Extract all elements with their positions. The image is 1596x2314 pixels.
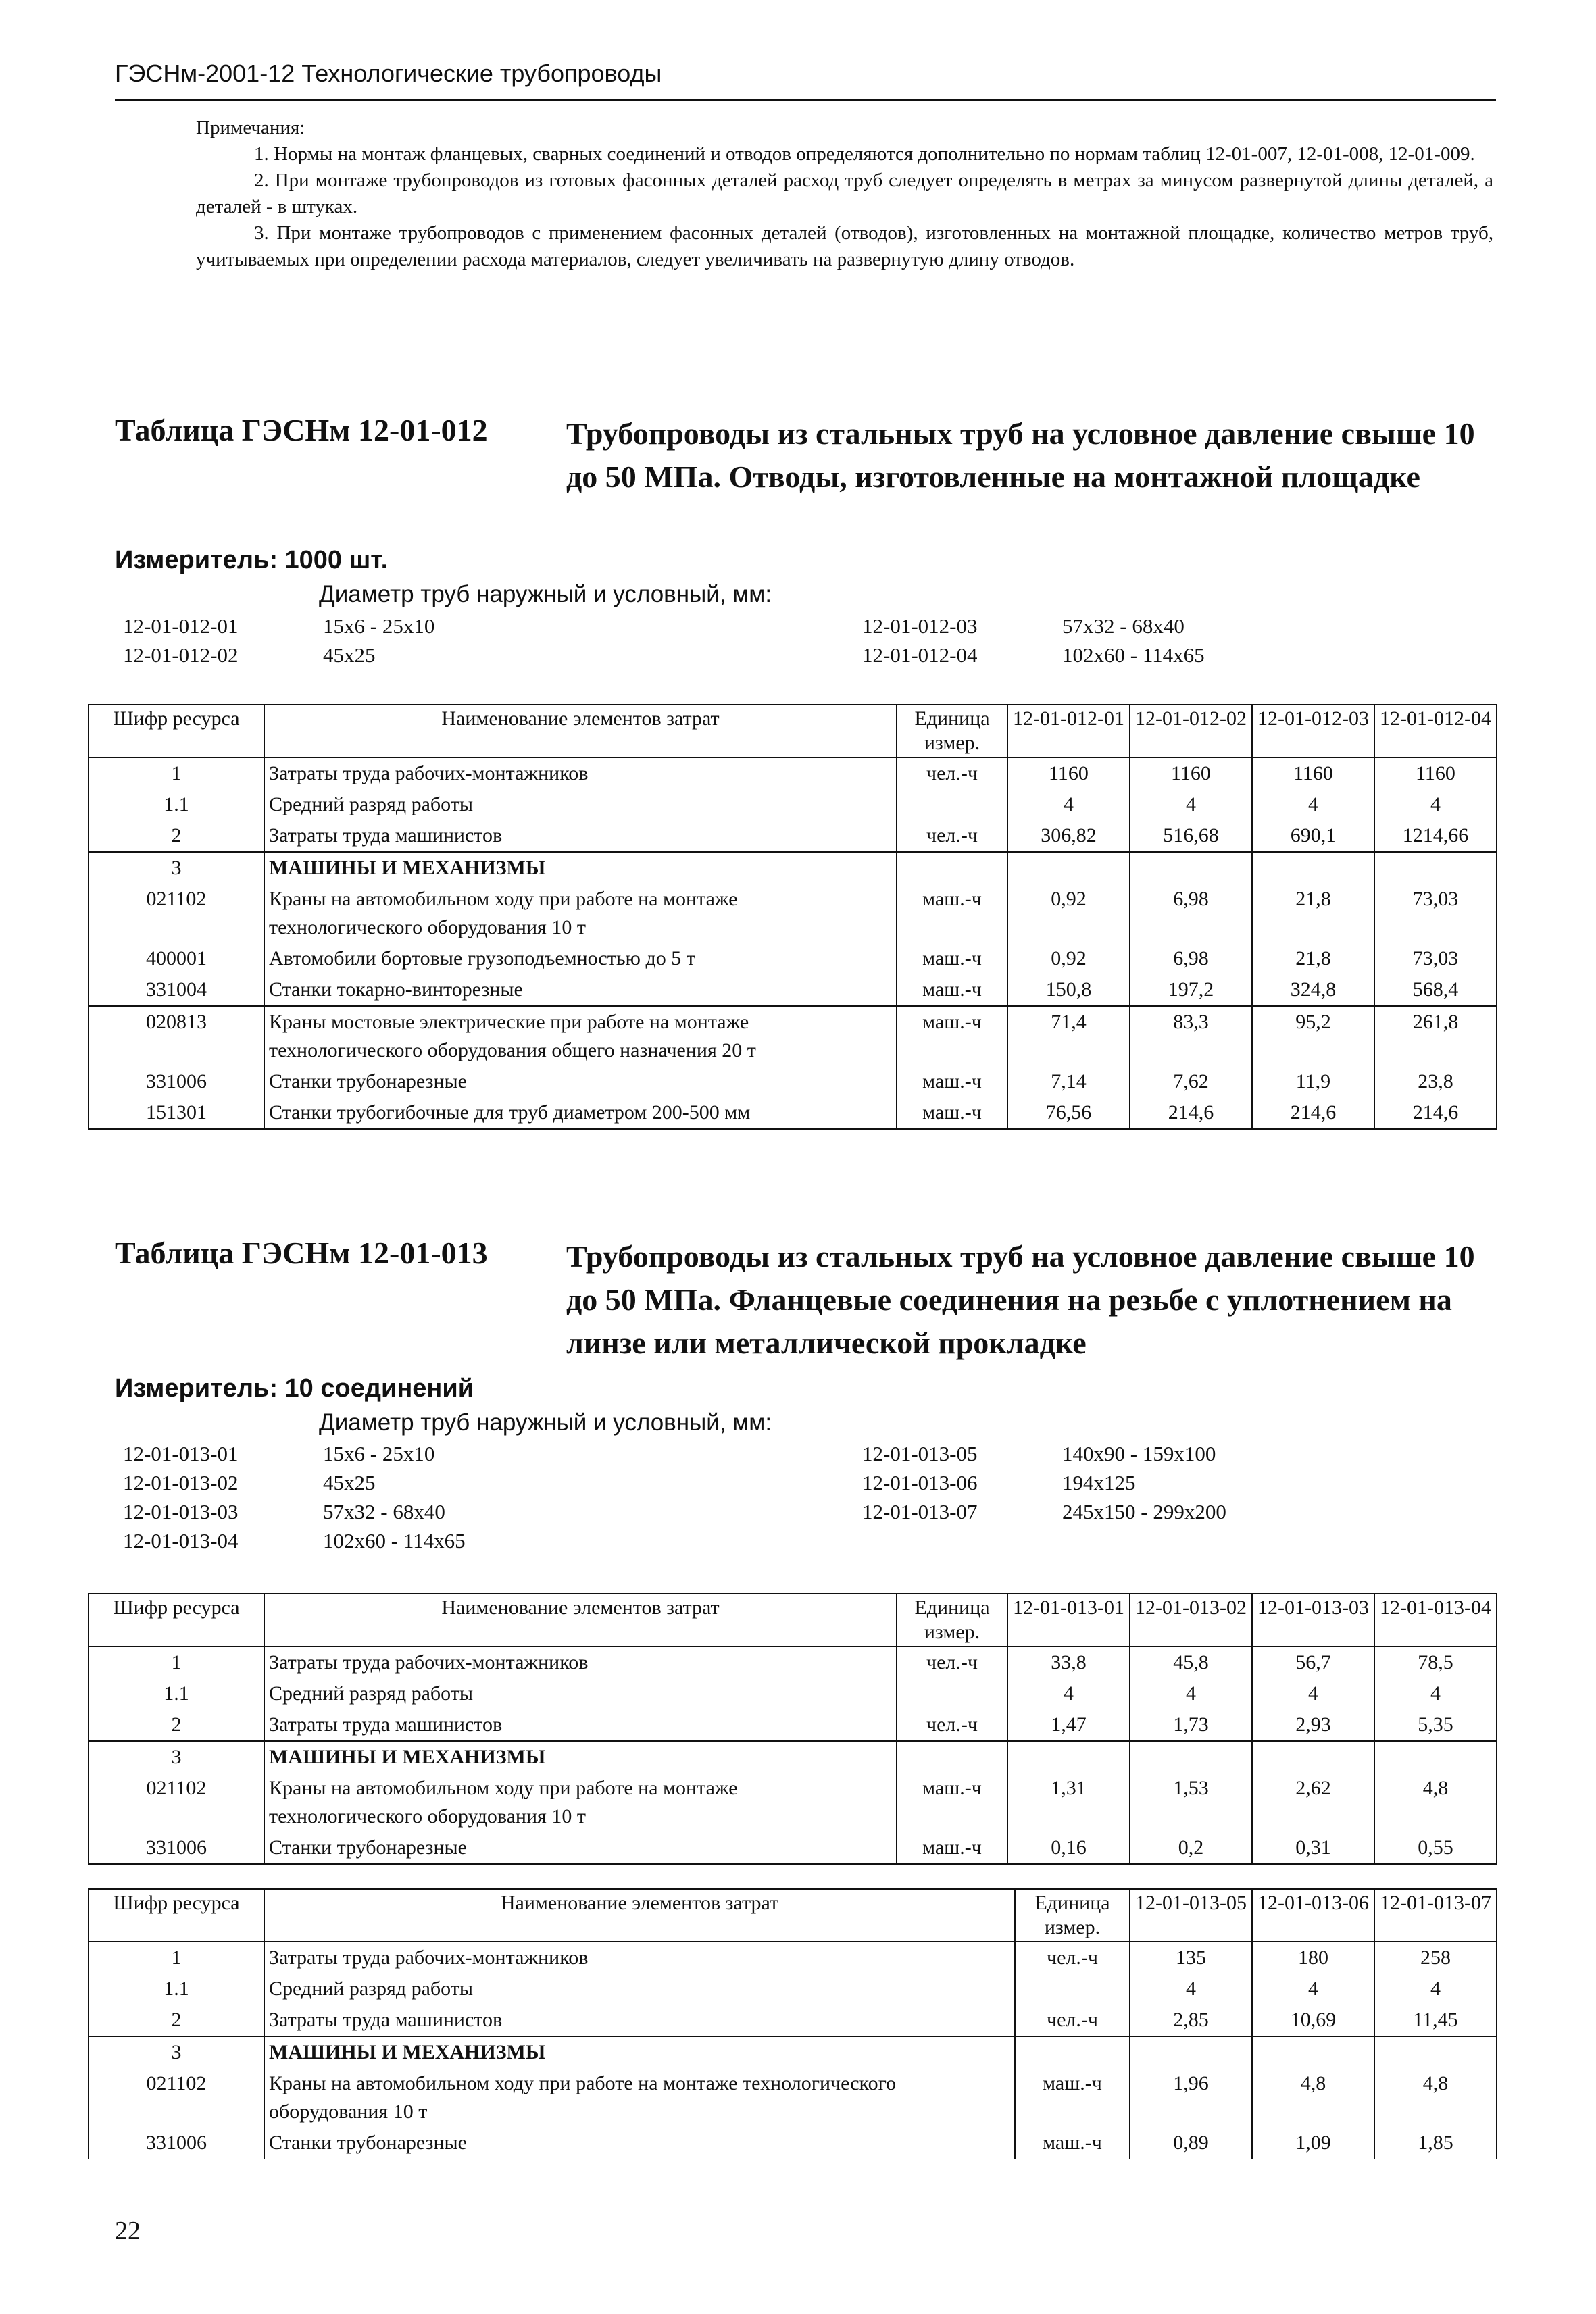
cell-name: Средний разряд работы xyxy=(264,1973,1015,2005)
cell-value: 1,47 xyxy=(1007,1709,1130,1741)
cell-value: 180 xyxy=(1252,1942,1374,1973)
table-row xyxy=(89,1773,1497,1832)
norm-codes-list xyxy=(123,611,1272,670)
unit-of-measure: Измеритель: 10 соединений xyxy=(115,1374,474,1403)
table-row xyxy=(89,757,1497,789)
cell-unit: маш.-ч xyxy=(897,1066,1007,1097)
cell-code: 1.1 xyxy=(89,1973,264,2005)
cell-value: 1,96 xyxy=(1130,2068,1252,2128)
cell-value: 1160 xyxy=(1130,757,1252,789)
notes-heading: Примечания: xyxy=(196,117,305,139)
table-row xyxy=(89,2005,1497,2036)
cell-value: 23,8 xyxy=(1374,1066,1497,1097)
cell-unit: чел.-ч xyxy=(897,757,1007,789)
cell-value: 214,6 xyxy=(1252,1097,1374,1129)
col-header-norm: 12-01-013-03 xyxy=(1252,1594,1374,1646)
col-header-norm: 12-01-012-01 xyxy=(1007,705,1130,757)
cell-code: 3 xyxy=(89,1741,264,1773)
section-heading: МАШИНЫ И МЕХАНИЗМЫ xyxy=(264,2036,1015,2068)
cell-code: 2 xyxy=(89,2005,264,2036)
cell-value: 4 xyxy=(1374,1678,1497,1709)
norm-code: 12-01-013-04 xyxy=(123,1529,239,1553)
cell-unit: чел.-ч xyxy=(897,1646,1007,1678)
cell-code: 2 xyxy=(89,1709,264,1741)
cell-value: 0,2 xyxy=(1130,1832,1252,1864)
cell-value: 6,98 xyxy=(1130,943,1252,974)
cell-name: Краны на автомобильном ходу при работе на монтаже технологического оборудования 10 т xyxy=(264,1773,897,1832)
table-row xyxy=(89,1006,1497,1066)
norm-size: 15x6 - 25x10 xyxy=(323,614,435,638)
note-item: 1. Нормы на монтаж фланцевых, сварных соединений и отводов определяются дополнительно по нормам таблиц 12-01-007, 12-01-008, 12-01-009. xyxy=(254,143,1475,165)
norm-size: 45x25 xyxy=(323,1471,376,1494)
cell-value: 4 xyxy=(1130,1678,1252,1709)
cell-value: 45,8 xyxy=(1130,1646,1252,1678)
col-header-norm: 12-01-013-04 xyxy=(1374,1594,1497,1646)
cell-name: Затраты труда машинистов xyxy=(264,820,897,852)
col-header-norm: 12-01-013-05 xyxy=(1130,1889,1252,1942)
cell-name: Затраты труда рабочих-монтажников xyxy=(264,1942,1015,1973)
cell-value: 10,69 xyxy=(1252,2005,1374,2036)
cell-name: Затраты труда рабочих-монтажников xyxy=(264,757,897,789)
cell-value: 1,09 xyxy=(1252,2128,1374,2159)
table-row xyxy=(89,1741,1497,1773)
cell-unit: чел.-ч xyxy=(897,820,1007,852)
cell-unit: чел.-ч xyxy=(1015,1942,1130,1973)
norm-size: 245x150 - 299x200 xyxy=(1062,1500,1226,1524)
cell-name: Затраты труда рабочих-монтажников xyxy=(264,1646,897,1678)
cell-value: 1,53 xyxy=(1130,1773,1252,1832)
col-header-name: Наименование элементов затрат xyxy=(264,1889,1015,1942)
norm-code: 12-01-012-03 xyxy=(862,614,978,638)
col-header-norm: 12-01-012-03 xyxy=(1252,705,1374,757)
cell-name: Средний разряд работы xyxy=(264,1678,897,1709)
cell-value: 306,82 xyxy=(1007,820,1130,852)
cell-unit xyxy=(1015,1973,1130,2005)
cell-code: 331006 xyxy=(89,2128,264,2159)
table-header-row xyxy=(89,705,1497,757)
cell-value: 73,03 xyxy=(1374,943,1497,974)
cell-name: Краны на автомобильном ходу при работе на монтаже технологического оборудования 10 т xyxy=(264,884,897,943)
cell-value: 4,8 xyxy=(1252,2068,1374,2128)
cell-value: 4 xyxy=(1252,1678,1374,1709)
table-row xyxy=(89,2128,1497,2159)
cell-value xyxy=(1130,852,1252,884)
cell-unit: маш.-ч xyxy=(897,1832,1007,1864)
col-header-norm: 12-01-012-04 xyxy=(1374,705,1497,757)
col-header-name: Наименование элементов затрат xyxy=(264,1594,897,1646)
diameter-label: Диаметр труб наружный и условный, мм: xyxy=(319,1409,772,1436)
cell-value: 95,2 xyxy=(1252,1006,1374,1066)
table-row xyxy=(89,1646,1497,1678)
cell-value: 0,31 xyxy=(1252,1832,1374,1864)
cell-value: 21,8 xyxy=(1252,943,1374,974)
cell-unit: маш.-ч xyxy=(897,1097,1007,1129)
table-title: Трубопроводы из стальных труб на условное давление свыше 10 до 50 МПа. Отводы, изготовленные на монтажной площадке xyxy=(566,416,1475,494)
note-item: 2. При монтаже трубопроводов из готовых фасонных деталей расход труб следует определять в метрах за минусом развернутой длины деталей, а деталей - в штуках. xyxy=(196,170,1493,218)
table-row xyxy=(89,820,1497,852)
table-header-row xyxy=(89,1594,1497,1646)
norm-code-row xyxy=(123,640,1272,670)
table-title: Трубопроводы из стальных труб на условное давление свыше 10 до 50 МПа. Фланцевые соединения на резьбе с уплотнением на линзе или металлической прокладке xyxy=(566,1239,1475,1360)
cell-value xyxy=(1252,852,1374,884)
norm-code-row xyxy=(123,1439,1272,1468)
cell-value: 0,89 xyxy=(1130,2128,1252,2159)
cell-value xyxy=(1374,2036,1497,2068)
table-row xyxy=(89,1097,1497,1129)
cell-value: 0,16 xyxy=(1007,1832,1130,1864)
table-row xyxy=(89,1678,1497,1709)
cell-unit: маш.-ч xyxy=(897,974,1007,1006)
cell-value: 83,3 xyxy=(1130,1006,1252,1066)
table-row xyxy=(89,1973,1497,2005)
cell-value: 214,6 xyxy=(1374,1097,1497,1129)
cell-value xyxy=(1130,2036,1252,2068)
table-header-row xyxy=(89,1889,1497,1942)
cell-value: 261,8 xyxy=(1374,1006,1497,1066)
cell-value: 2,85 xyxy=(1130,2005,1252,2036)
norm-size: 15x6 - 25x10 xyxy=(323,1442,435,1465)
unit-of-measure: Измеритель: 1000 шт. xyxy=(115,546,389,574)
cell-value: 7,14 xyxy=(1007,1066,1130,1097)
cell-unit: чел.-ч xyxy=(1015,2005,1130,2036)
cell-value: 135 xyxy=(1130,1942,1252,1973)
norm-size: 57x32 - 68x40 xyxy=(323,1500,445,1524)
cell-value: 1160 xyxy=(1007,757,1130,789)
diameter-label: Диаметр труб наружный и условный, мм: xyxy=(319,581,772,607)
col-header-norm: 12-01-012-02 xyxy=(1130,705,1252,757)
cell-value: 71,4 xyxy=(1007,1006,1130,1066)
cell-code: 021102 xyxy=(89,2068,264,2128)
notes-block xyxy=(196,115,1493,273)
cell-code: 1 xyxy=(89,1646,264,1678)
cell-value: 76,56 xyxy=(1007,1097,1130,1129)
col-header-name: Наименование элементов затрат xyxy=(264,705,897,757)
cell-unit: маш.-ч xyxy=(1015,2068,1130,2128)
norm-size: 194x125 xyxy=(1062,1471,1136,1494)
cell-value: 0,55 xyxy=(1374,1832,1497,1864)
cell-code: 021102 xyxy=(89,1773,264,1832)
page-number: 22 xyxy=(115,2217,141,2245)
cell-code: 2 xyxy=(89,820,264,852)
cell-value: 214,6 xyxy=(1130,1097,1252,1129)
cell-unit: маш.-ч xyxy=(1015,2128,1130,2159)
cell-value: 4 xyxy=(1374,789,1497,820)
cell-name: Автомобили бортовые грузоподъемностью до 5 т xyxy=(264,943,897,974)
cell-value: 197,2 xyxy=(1130,974,1252,1006)
norm-size: 102x60 - 114x65 xyxy=(323,1529,466,1553)
col-header-norm: 12-01-013-02 xyxy=(1130,1594,1252,1646)
cell-code: 1.1 xyxy=(89,789,264,820)
cell-value: 4 xyxy=(1374,1973,1497,2005)
running-header: ГЭСНм-2001-12 Технологические трубопроводы xyxy=(115,59,662,87)
cell-unit xyxy=(897,1678,1007,1709)
cell-unit: чел.-ч xyxy=(897,1709,1007,1741)
cell-code: 400001 xyxy=(89,943,264,974)
cell-value: 516,68 xyxy=(1130,820,1252,852)
cell-unit xyxy=(897,1741,1007,1773)
cell-unit xyxy=(897,852,1007,884)
norm-code: 12-01-013-03 xyxy=(123,1500,239,1524)
norm-code: 12-01-013-07 xyxy=(862,1500,978,1524)
cell-value xyxy=(1130,1741,1252,1773)
table-row xyxy=(89,1832,1497,1864)
cell-value: 690,1 xyxy=(1252,820,1374,852)
cell-value: 4 xyxy=(1130,1973,1252,2005)
cell-unit: маш.-ч xyxy=(897,1006,1007,1066)
cell-value: 4 xyxy=(1007,1678,1130,1709)
cell-code: 021102 xyxy=(89,884,264,943)
cell-value: 150,8 xyxy=(1007,974,1130,1006)
cell-unit: маш.-ч xyxy=(897,943,1007,974)
cell-name: Станки трубонарезные xyxy=(264,1066,897,1097)
cell-value xyxy=(1252,2036,1374,2068)
cell-unit xyxy=(1015,2036,1130,2068)
cell-code: 020813 xyxy=(89,1006,264,1066)
cell-value: 2,93 xyxy=(1252,1709,1374,1741)
cell-name: Краны мостовые электрические при работе на монтаже технологического оборудования общего назначения 20 т xyxy=(264,1006,897,1066)
table-row xyxy=(89,789,1497,820)
cell-code: 151301 xyxy=(89,1097,264,1129)
note-item: 3. При монтаже трубопроводов с применением фасонных деталей (отводов), изготовленных на монтажной площадке, количество метров труб, учитываемых при определении расхода материалов, следует увеличивать на развернутую длину отводов. xyxy=(196,222,1493,270)
table-row xyxy=(89,2068,1497,2128)
cell-value xyxy=(1007,1741,1130,1773)
table-row xyxy=(89,943,1497,974)
cell-code: 331004 xyxy=(89,974,264,1006)
cell-code: 1.1 xyxy=(89,1678,264,1709)
cell-name: Краны на автомобильном ходу при работе на монтаже технологического оборудования 10 т xyxy=(264,2068,1015,2128)
cell-value xyxy=(1374,1741,1497,1773)
cell-value: 0,92 xyxy=(1007,943,1130,974)
norm-code: 12-01-012-04 xyxy=(862,643,978,667)
cell-name: Затраты труда машинистов xyxy=(264,2005,1015,2036)
section-heading: МАШИНЫ И МЕХАНИЗМЫ xyxy=(264,1741,897,1773)
cell-value: 5,35 xyxy=(1374,1709,1497,1741)
cell-value: 4 xyxy=(1130,789,1252,820)
cell-value xyxy=(1007,852,1130,884)
cell-value: 1160 xyxy=(1252,757,1374,789)
col-header-norm: 12-01-013-06 xyxy=(1252,1889,1374,1942)
cell-code: 1 xyxy=(89,1942,264,1973)
norm-code: 12-01-012-02 xyxy=(123,643,239,667)
cell-value: 1214,66 xyxy=(1374,820,1497,852)
table-row xyxy=(89,2036,1497,2068)
table-label: Таблица ГЭСНм 12-01-013 xyxy=(115,1236,488,1270)
col-header-code: Шифр ресурса xyxy=(89,705,264,757)
cell-unit xyxy=(897,789,1007,820)
cell-value: 2,62 xyxy=(1252,1773,1374,1832)
cell-value: 1,31 xyxy=(1007,1773,1130,1832)
norm-code: 12-01-013-01 xyxy=(123,1442,239,1465)
norm-code: 12-01-013-05 xyxy=(862,1442,978,1465)
norm-code-row xyxy=(123,1526,1272,1555)
header-rule xyxy=(115,99,1496,101)
col-header-norm: 12-01-013-01 xyxy=(1007,1594,1130,1646)
norm-code-row xyxy=(123,1497,1272,1526)
cell-value: 258 xyxy=(1374,1942,1497,1973)
table-row xyxy=(89,1942,1497,1973)
table-label: Таблица ГЭСНм 12-01-012 xyxy=(115,413,488,447)
cell-value: 7,62 xyxy=(1130,1066,1252,1097)
norm-code-row xyxy=(123,1468,1272,1497)
norm-codes-list xyxy=(123,1439,1272,1555)
cell-name: Средний разряд работы xyxy=(264,789,897,820)
cost-table-12-01-013-b xyxy=(88,1888,1497,2159)
norm-size: 102x60 - 114x65 xyxy=(1062,643,1205,667)
col-header-unit: Единица измер. xyxy=(897,1594,1007,1646)
norm-code: 12-01-012-01 xyxy=(123,614,239,638)
cell-value: 11,9 xyxy=(1252,1066,1374,1097)
cell-code: 331006 xyxy=(89,1066,264,1097)
cell-value: 1,73 xyxy=(1130,1709,1252,1741)
cell-value: 0,92 xyxy=(1007,884,1130,943)
cell-name: Станки трубонарезные xyxy=(264,2128,1015,2159)
col-header-unit: Единица измер. xyxy=(897,705,1007,757)
cell-value: 568,4 xyxy=(1374,974,1497,1006)
table-row xyxy=(89,1709,1497,1741)
cost-table-12-01-012 xyxy=(88,704,1497,1130)
cell-value xyxy=(1252,1741,1374,1773)
cell-code: 3 xyxy=(89,852,264,884)
cell-value: 1160 xyxy=(1374,757,1497,789)
norm-size: 45x25 xyxy=(323,643,376,667)
cell-value: 1,85 xyxy=(1374,2128,1497,2159)
col-header-norm: 12-01-013-07 xyxy=(1374,1889,1497,1942)
cell-value: 4,8 xyxy=(1374,1773,1497,1832)
cell-name: Станки токарно-винторезные xyxy=(264,974,897,1006)
cell-value: 4,8 xyxy=(1374,2068,1497,2128)
norm-code-row xyxy=(123,611,1272,640)
cell-value: 56,7 xyxy=(1252,1646,1374,1678)
cell-value: 73,03 xyxy=(1374,884,1497,943)
table-row xyxy=(89,974,1497,1006)
cell-code: 3 xyxy=(89,2036,264,2068)
cell-name: Станки трубонарезные xyxy=(264,1832,897,1864)
table-row xyxy=(89,1066,1497,1097)
cell-value: 4 xyxy=(1252,789,1374,820)
cell-unit: маш.-ч xyxy=(897,1773,1007,1832)
cell-value: 4 xyxy=(1252,1973,1374,2005)
cell-code: 331006 xyxy=(89,1832,264,1864)
cell-code: 1 xyxy=(89,757,264,789)
norm-code: 12-01-013-06 xyxy=(862,1471,978,1494)
cell-value: 78,5 xyxy=(1374,1646,1497,1678)
cell-value xyxy=(1374,852,1497,884)
norm-code: 12-01-013-02 xyxy=(123,1471,239,1494)
cell-value: 33,8 xyxy=(1007,1646,1130,1678)
col-header-code: Шифр ресурса xyxy=(89,1594,264,1646)
section-heading: МАШИНЫ И МЕХАНИЗМЫ xyxy=(264,852,897,884)
col-header-unit: Единица измер. xyxy=(1015,1889,1130,1942)
cell-value: 11,45 xyxy=(1374,2005,1497,2036)
cell-value: 4 xyxy=(1007,789,1130,820)
cell-value: 324,8 xyxy=(1252,974,1374,1006)
table-row xyxy=(89,884,1497,943)
cell-name: Затраты труда машинистов xyxy=(264,1709,897,1741)
col-header-code: Шифр ресурса xyxy=(89,1889,264,1942)
table-row xyxy=(89,852,1497,884)
cell-value: 6,98 xyxy=(1130,884,1252,943)
norm-size: 57x32 - 68x40 xyxy=(1062,614,1184,638)
cell-unit: маш.-ч xyxy=(897,884,1007,943)
cell-value: 21,8 xyxy=(1252,884,1374,943)
cost-table-12-01-013-a xyxy=(88,1593,1497,1865)
norm-size: 140x90 - 159x100 xyxy=(1062,1442,1216,1465)
cell-name: Станки трубогибочные для труб диаметром 200-500 мм xyxy=(264,1097,897,1129)
